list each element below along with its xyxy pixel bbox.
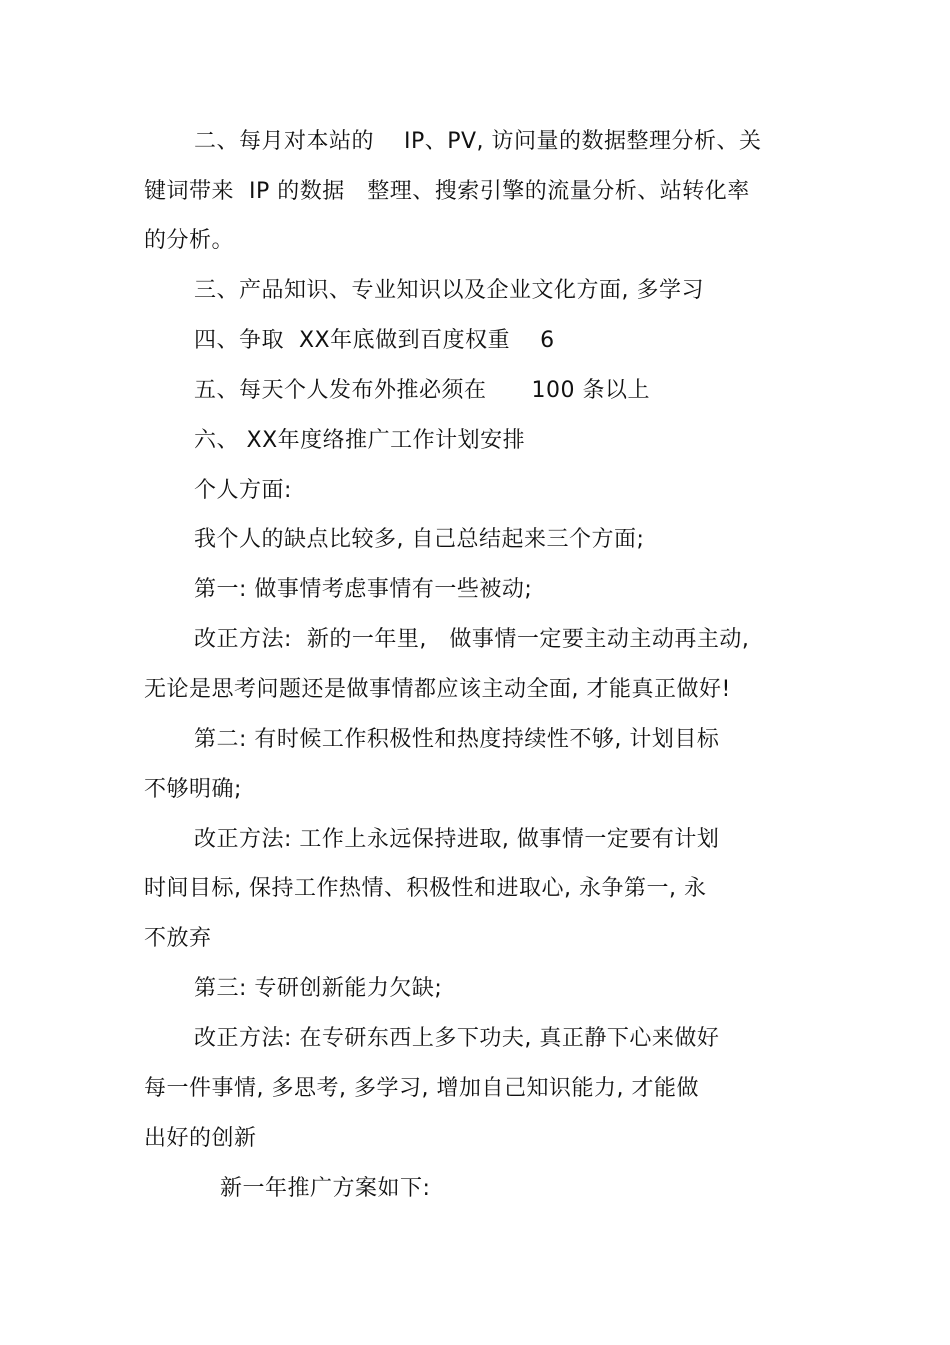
text-line: 第一: 做事情考虑事情有一些被动; xyxy=(194,577,533,602)
text-line: 改正方法: 工作上永远保持进取, 做事情一定要有计划 xyxy=(194,827,720,852)
text-line: 二、每月对本站的 IP、PV, 访问量的数据整理分析、关 xyxy=(194,129,762,154)
text-line: 改正方法: 新的一年里, 做事情一定要主动主动再主动, xyxy=(194,627,750,652)
text-line: 我个人的缺点比较多, 自己总结起来三个方面; xyxy=(194,527,645,552)
text-line: 三、产品知识、专业知识以及企业文化方面, 多学习 xyxy=(194,278,704,303)
text-line: 六、 XX年度络推广工作计划安排 xyxy=(194,428,526,453)
text-line: 四、争取 XX年底做到百度权重 6 xyxy=(194,328,555,353)
text-line: 个人方面: xyxy=(194,478,292,503)
text-line: 五、每天个人发布外推必须在 100 条以上 xyxy=(194,378,650,403)
text-line: 不放弃 xyxy=(144,926,212,951)
text-line: 第三: 专研创新能力欠缺; xyxy=(194,976,443,1001)
text-line: 键词带来 IP 的数据 整理、搜索引擎的流量分析、站转化率 xyxy=(144,179,750,204)
text-line: 不够明确; xyxy=(144,777,242,802)
text-line: 的分析。 xyxy=(144,228,235,253)
text-line: 新一年推广方案如下: xyxy=(220,1176,431,1201)
text-line: 第二: 有时候工作积极性和热度持续性不够, 计划目标 xyxy=(194,727,720,752)
text-line: 每一件事情, 多思考, 多学习, 增加自己知识能力, 才能做 xyxy=(144,1076,699,1101)
text-line: 改正方法: 在专研东西上多下功夫, 真正静下心来做好 xyxy=(194,1026,720,1051)
text-line: 时间目标, 保持工作热情、积极性和进取心, 永争第一, 永 xyxy=(144,876,707,901)
text-line: 出好的创新 xyxy=(144,1126,257,1151)
text-line: 无论是思考问题还是做事情都应该主动全面, 才能真正做好! xyxy=(144,677,731,702)
